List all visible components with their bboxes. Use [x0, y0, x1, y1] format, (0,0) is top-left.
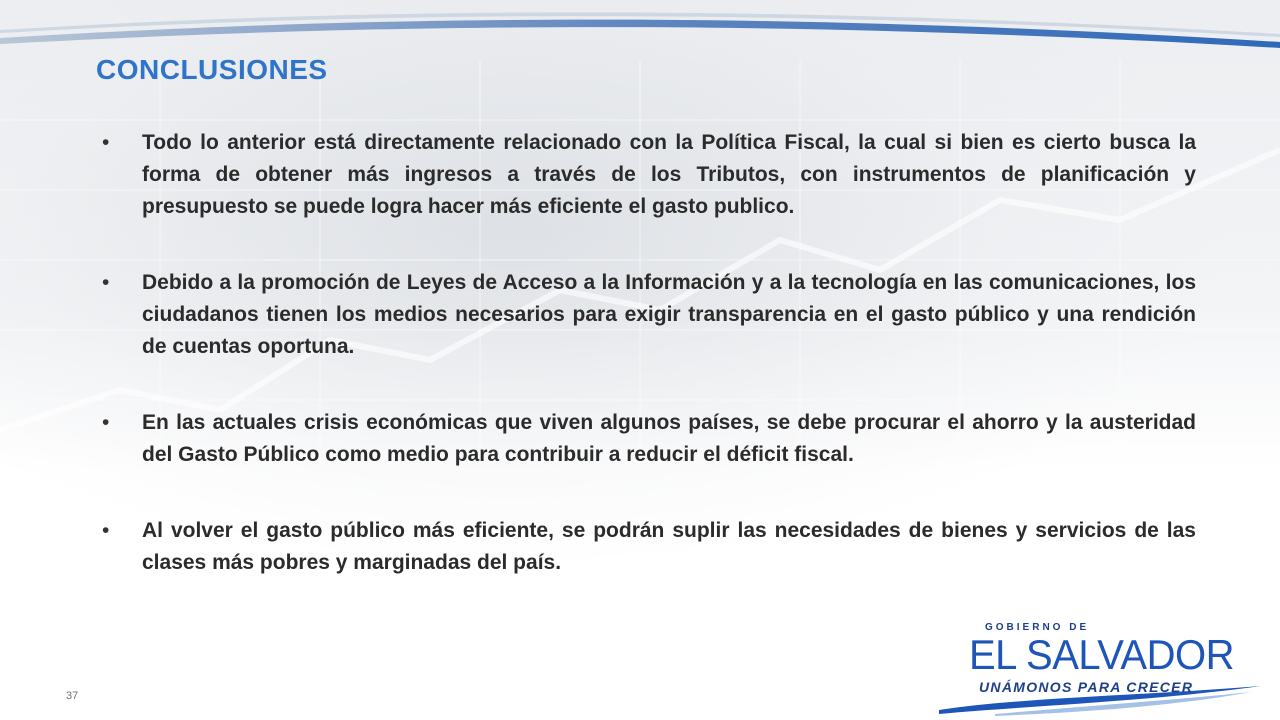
bullet-item: [100, 127, 1196, 223]
logo-el-salvador-text: EL SALVADOR: [969, 632, 1234, 679]
bullet-list: [100, 127, 1196, 579]
bullet-item: [100, 515, 1196, 579]
bullet-text: Al volver el gasto público más eficiente, se podrán suplir las necesidades de bienes y servicios de las clases más pobres y marginadas del país.: [142, 519, 1196, 574]
bullet-marker: •: [102, 271, 110, 294]
page-number: 37: [66, 690, 79, 702]
gobierno-el-salvador-logo: [935, 618, 1265, 716]
bullet-marker: •: [102, 519, 110, 542]
logo-slogan-text: UNÁMONOS PARA CRECER: [979, 679, 1194, 695]
bullet-text: Debido a la promoción de Leyes de Acceso a la Información y a la tecnología en las comunicaciones, los ciudadanos tienen los medios necesarios para exigir transparencia en el gasto público y una rendición de cuentas oportuna.: [142, 271, 1196, 358]
bullet-text: En las actuales crisis económicas que viven algunos países, se debe procurar el ahorro y la austeridad del Gasto Público como medio para contribuir a reducir el déficit fiscal.: [142, 411, 1196, 466]
bullet-marker: •: [102, 411, 110, 434]
bullet-item: [100, 407, 1196, 471]
slide-title: CONCLUSIONES: [96, 54, 328, 85]
bullet-text: Todo lo anterior está directamente relacionado con la Política Fiscal, la cual si bien es cierto busca la forma de obtener más ingresos a través de los Tributos, con instrumentos de planificación y presupuesto se puede logra hacer más eficiente el gasto publico.: [142, 131, 1196, 218]
bullet-item: [100, 267, 1196, 363]
logo-gobierno-text: GOBIERNO DE: [985, 622, 1090, 633]
bullet-marker: •: [102, 131, 110, 154]
